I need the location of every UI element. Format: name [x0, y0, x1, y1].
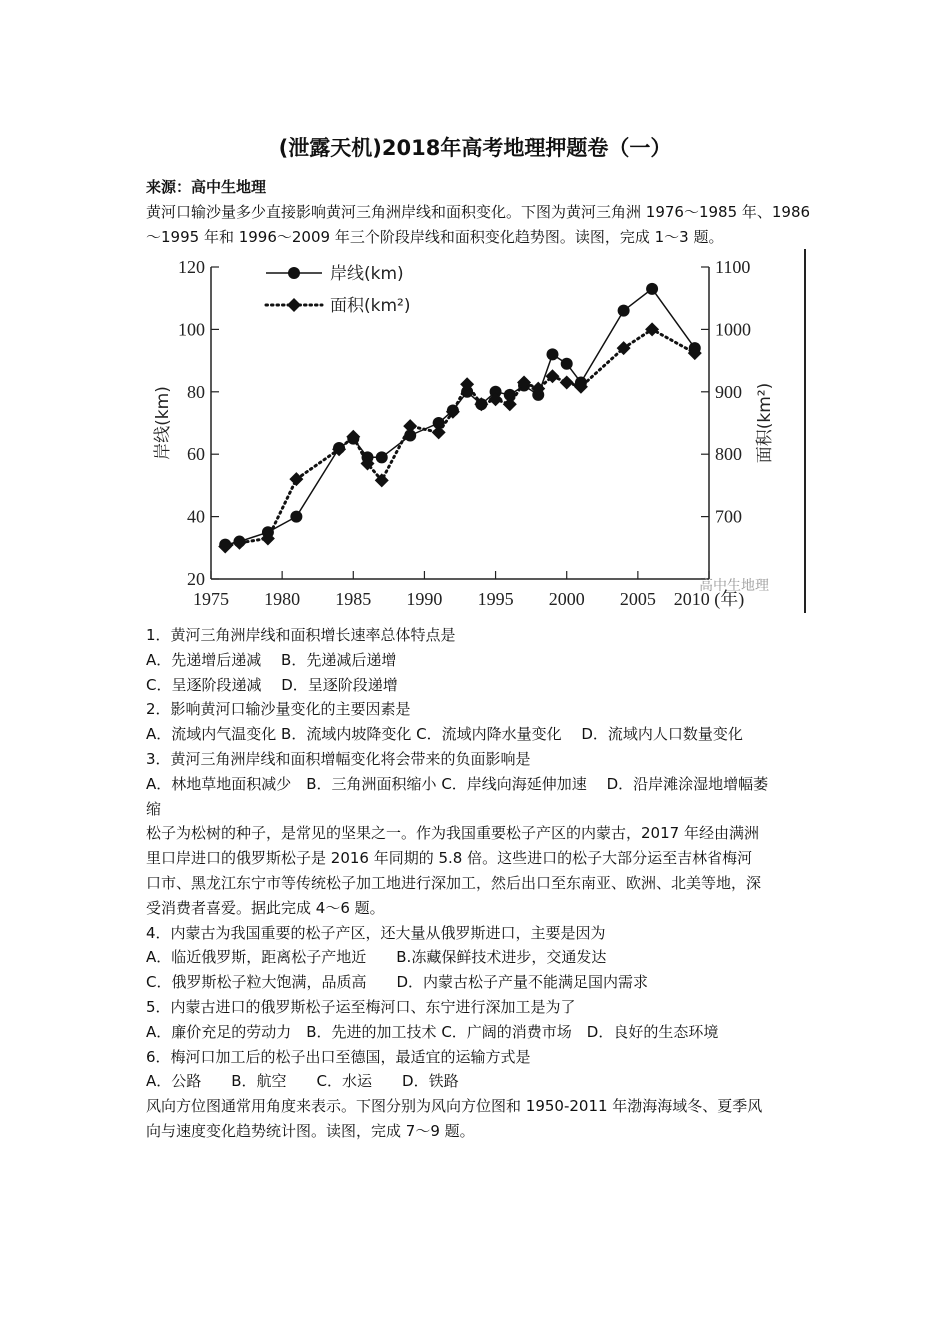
series-point-circle — [290, 511, 302, 523]
question-line: 向与速度变化趋势统计图。读图，完成 7～9 题。 — [146, 1121, 475, 1140]
left-axis-label: 岸线(km) — [153, 386, 173, 460]
x-tick-label: 2010 (年) — [673, 589, 745, 609]
series-point-circle — [646, 283, 658, 295]
right-tick-label: 900 — [715, 381, 742, 402]
delta-chart — [146, 247, 811, 617]
left-tick-label: 120 — [178, 257, 205, 277]
left-tick-label: 40 — [187, 506, 205, 527]
question-line: 缩 — [146, 799, 162, 818]
series-point-diamond — [645, 322, 659, 336]
series-point-circle — [618, 305, 630, 317]
left-tick-label: 100 — [178, 319, 205, 340]
series-point-diamond — [232, 536, 246, 550]
series-point-circle — [546, 348, 558, 360]
question-line: 6．梅河口加工后的松子出口至德国，最适宜的运输方式是 — [146, 1047, 531, 1066]
questions-block — [146, 623, 816, 1144]
legend-label-0: 岸线(km) — [330, 264, 404, 284]
delta-chart-svg — [146, 247, 811, 617]
right-tick-label: 1100 — [715, 257, 751, 277]
series-point-diamond — [545, 369, 559, 383]
question-line: 松子为松树的种子，是常见的坚果之一。作为我国重要松子产区的内蒙古，2017 年经由满洲 — [146, 824, 759, 843]
question-line: 4．内蒙古为我国重要的松子产区，还大量从俄罗斯进口，主要是因为 — [146, 923, 606, 942]
question-line: A．先递增后递减 B．先递减后递增 — [146, 650, 397, 669]
question-line: 风向方位图通常用角度来表示。下图分别为风向方位图和 1950-2011 年渤海海域冬、夏季风 — [146, 1097, 763, 1116]
x-tick-label: 2005 — [619, 589, 656, 609]
right-tick-label: 700 — [715, 506, 742, 527]
series-line-0 — [225, 289, 695, 545]
question-line: 里口岸进口的俄罗斯松子是 2016 年同期的 5.8 倍。这些进口的松子大部分运至吉林省梅河 — [146, 849, 753, 868]
x-tick-label: 1980 — [264, 589, 301, 609]
question-line: A．公路 B．航空 C．水运 D．铁路 — [146, 1072, 459, 1091]
left-tick-label: 60 — [187, 444, 205, 465]
question-line: A．流域内气温变化 B．流域内坡降变化 C．流域内降水量变化 D．流域内人口数量变化 — [146, 725, 743, 744]
question-line: 3．黄河三角洲岸线和面积增幅变化将会带来的负面影响是 — [146, 749, 531, 768]
x-tick-label: 1985 — [335, 589, 372, 609]
question-line: 口市、黑龙江东宁市等传统松子加工地进行深加工，然后出口至东南亚、欧洲、北美等地，深 — [146, 873, 762, 892]
legend-label-1: 面积(km²) — [330, 296, 411, 316]
series-point-circle — [376, 451, 388, 463]
series-point-circle — [561, 358, 573, 370]
question-line: C．俄罗斯松子粒大饱满，品质高 D．内蒙古松子产量不能满足国内需求 — [146, 973, 649, 992]
question-line: A．廉价充足的劳动力 B．先进的加工技术 C．广阔的消费市场 D．良好的生态环境 — [146, 1022, 719, 1041]
x-tick-label: 2000 — [548, 589, 585, 609]
x-tick-label: 1995 — [477, 589, 514, 609]
question-line: A．临近俄罗斯，距离松子产地近 B.冻藏保鲜技术进步，交通发达 — [146, 948, 607, 967]
x-tick-label: 1990 — [406, 589, 443, 609]
question-line: 受消费者喜爱。据此完成 4～6 题。 — [146, 898, 385, 917]
legend-marker-circle — [288, 267, 300, 279]
source-line: 来源：高中生地理 — [146, 178, 267, 196]
right-tick-label: 800 — [715, 444, 742, 465]
question-line: C．呈逐阶段递减 D．呈逐阶段递增 — [146, 675, 398, 694]
question-line: 5．内蒙古进口的俄罗斯松子运至梅河口、东宁进行深加工是为了 — [146, 997, 576, 1016]
question-line: 2．影响黄河口输沙量变化的主要因素是 — [146, 700, 411, 719]
question-line: 1．黄河三角洲岸线和面积增长速率总体特点是 — [146, 626, 456, 644]
left-tick-label: 80 — [187, 381, 205, 402]
series-point-diamond — [403, 419, 417, 433]
page-title: (泄露天机)2018年高考地理押题卷（一） — [278, 136, 672, 160]
legend-marker-diamond — [287, 298, 301, 312]
right-axis-label: 面积(km²) — [755, 382, 775, 464]
intro-paragraph: 黄河口输沙量多少直接影响黄河三角洲岸线和面积变化。下图为黄河三角洲 1976～1985 年、1986～1995 年和 1996～2009 年三个阶段岸线和面积变化趋势图。读图，完成 1～3 题。 — [146, 203, 811, 246]
x-tick-label: 1975 — [193, 589, 229, 609]
chart-watermark: 高中生地理 — [699, 578, 769, 594]
right-tick-label: 1000 — [715, 319, 751, 340]
series-point-diamond — [560, 375, 574, 389]
question-line: A．林地草地面积减少 B．三角洲面积缩小 C．岸线向海延伸加速 D．沿岸滩涂湿地增幅萎 — [146, 774, 769, 793]
left-tick-label: 20 — [187, 569, 205, 589]
